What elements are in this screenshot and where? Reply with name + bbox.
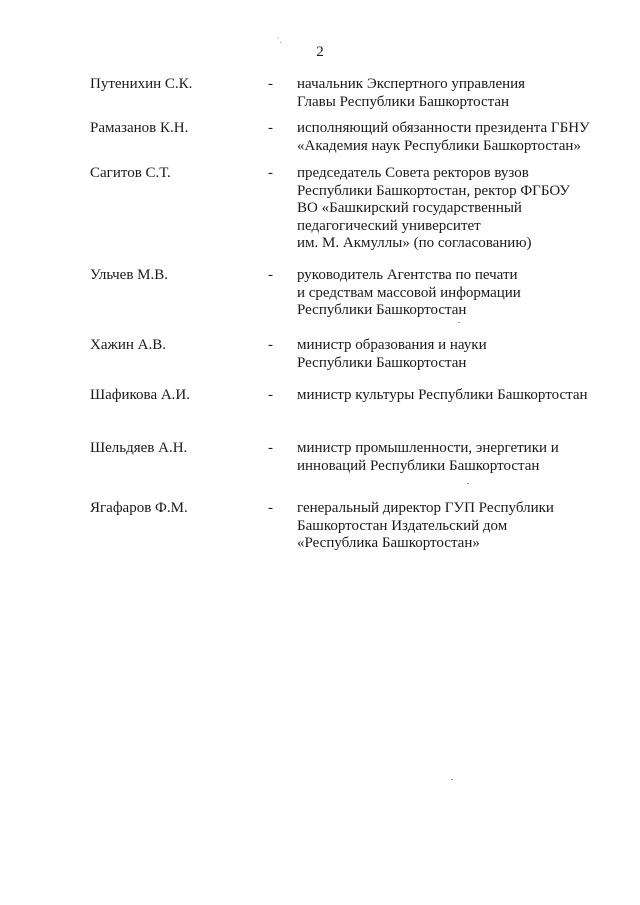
separator-dash: - xyxy=(268,337,273,353)
page-number: 2 xyxy=(316,44,324,60)
person-name: Путенихин С.К. xyxy=(90,76,193,92)
position-line: генеральный директор ГУП Республики xyxy=(297,500,554,516)
person-name: Рамазанов К.Н. xyxy=(90,120,189,136)
position-line: инноваций Республики Башкортостан xyxy=(297,457,540,474)
person-position xyxy=(297,267,617,320)
position-line: начальник Экспертного управления xyxy=(297,76,526,92)
person-position xyxy=(297,440,617,475)
person-name: Шельдяев А.Н. xyxy=(90,440,188,456)
position-line: министр промышленности, энергетики и xyxy=(297,440,559,456)
person-position xyxy=(297,120,617,155)
separator-dash: - xyxy=(268,120,273,136)
position-line: и средствам массовой информации xyxy=(297,284,521,301)
scan-speck xyxy=(451,779,453,780)
separator-dash: - xyxy=(268,387,273,403)
scan-speck xyxy=(467,483,469,484)
position-line: министр образования и науки xyxy=(297,337,487,353)
separator-dash: - xyxy=(268,76,273,92)
position-line: министр культуры Республики Башкортостан xyxy=(297,387,588,403)
position-line: руководитель Агентства по печати xyxy=(297,267,518,283)
position-line: Башкортостан Издательский дом xyxy=(297,517,508,534)
person-position xyxy=(297,500,617,553)
person-position xyxy=(297,165,617,253)
position-line: ВО «Башкирский государственный xyxy=(297,200,522,216)
position-line: Главы Республики Башкортостан xyxy=(297,93,510,110)
position-line: «Академия наук Республики Башкортостан» xyxy=(297,137,581,154)
separator-dash: - xyxy=(268,440,273,456)
separator-dash: - xyxy=(268,165,273,181)
person-name: Ульчев М.В. xyxy=(90,267,168,283)
person-name: Шафикова А.И. xyxy=(90,387,191,403)
position-line: председатель Совета ректоров вузов xyxy=(297,165,529,181)
position-line: педагогический университет xyxy=(297,217,481,234)
position-line: Республики Башкортостан, ректор ФГБОУ xyxy=(297,182,570,199)
scan-speck xyxy=(458,322,460,323)
person-position xyxy=(297,76,617,111)
separator-dash: - xyxy=(268,500,273,516)
person-position xyxy=(297,387,617,405)
position-line: исполняющий обязанности президента ГБНУ xyxy=(297,120,590,136)
person-name: Ягафаров Ф.М. xyxy=(90,500,188,516)
position-line: Республики Башкортостан xyxy=(297,354,467,371)
person-name: Сагитов С.Т. xyxy=(90,165,171,181)
position-line: «Республика Башкортостан» xyxy=(297,535,480,551)
separator-dash: - xyxy=(268,267,273,283)
person-name: Хажин А.В. xyxy=(90,337,166,353)
person-position xyxy=(297,337,617,372)
scan-mark: `. xyxy=(277,36,282,45)
position-line: им. М. Акмуллы» (по согласованию) xyxy=(297,235,532,251)
position-line: Республики Башкортостан xyxy=(297,302,467,318)
